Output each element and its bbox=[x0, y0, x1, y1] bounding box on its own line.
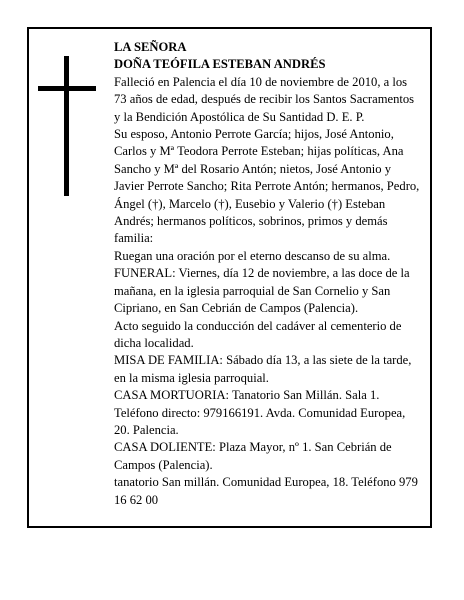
cross-vertical-bar bbox=[64, 56, 69, 196]
death-announcement-paragraph: Falleció en Palencia el día 10 de noviembre de 2010, a los 73 años de edad, después de recibir los Santos Sacramentos y la Bendición Apostólica de Su Santidad D. E. P. bbox=[114, 74, 415, 124]
funeral-home-paragraph: CASA MORTUORIA: Tanatorio San Millán. Sala 1. Teléfono directo: 979166191. Avda. Comunidad Europea, 20. Palencia. bbox=[114, 388, 406, 437]
obituary-text bbox=[114, 39, 420, 509]
cross-horizontal-bar bbox=[38, 86, 96, 91]
prayer-request-paragraph: Ruegan una oración por el eterno descanso de su alma. bbox=[114, 248, 391, 263]
mourning-house-paragraph: CASA DOLIENTE: Plaza Mayor, nº 1. San Cebrián de Campos (Palencia). bbox=[114, 440, 392, 472]
notice-title-line1: LA SEÑORA bbox=[114, 40, 187, 54]
funeral-home-contact-paragraph: tanatorio San millán. Comunidad Europea, 18. Teléfono 979 16 62 00 bbox=[114, 475, 418, 507]
family-paragraph: Su esposo, Antonio Perrote García; hijos, José Antonio, Carlos y Mª Teodora Perrote Esteban; hijas políticas, Ana Sancho y Mª del Rosario Antón; nietos, José Antonio y Javier Perrote Sancho; Rita Perrote Antón; hermanos, Pedro, Ángel (†), Marcelo (†), Eusebio y Valerio (†) Esteban Andrés; hermanos políticos, sobrinos, primos y demás familia: bbox=[114, 127, 420, 246]
funeral-paragraph: FUNERAL: Viernes, día 12 de noviembre, a las doce de la mañana, en la iglesia parroquial de San Cornelio y San Cipriano, en San Cebrián de Campos (Palencia). bbox=[114, 266, 410, 316]
family-mass-paragraph: MISA DE FAMILIA: Sábado día 13, a las siete de la tarde, en la misma iglesia parroquial. bbox=[114, 353, 412, 385]
burial-paragraph: Acto seguido la conducción del cadáver al cementerio de dicha localidad. bbox=[114, 318, 402, 350]
notice-deceased-name: DOÑA TEÓFILA ESTEBAN ANDRÉS bbox=[114, 57, 326, 72]
